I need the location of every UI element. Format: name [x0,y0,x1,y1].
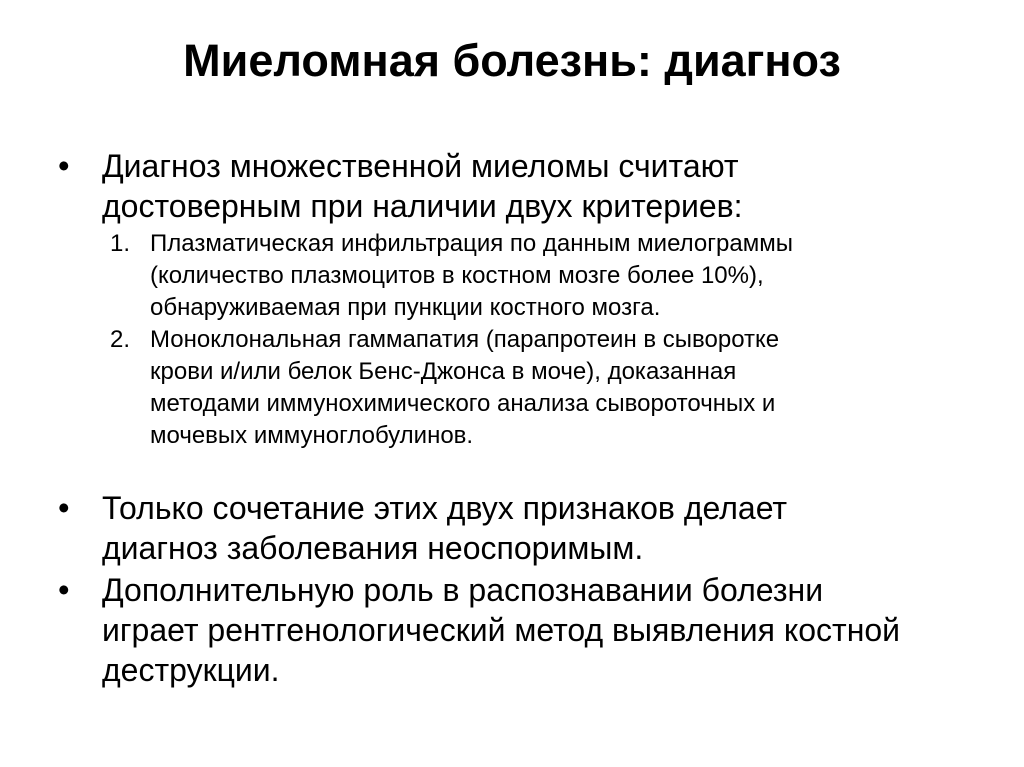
bullet-marker: • [58,147,70,184]
criterion-line: мочевых иммуноглобулинов. [150,422,474,449]
criterion-line: Моноклональная гаммапатия (парапротеин в сыворотке [150,326,780,353]
bullet-line: Дополнительную роль в распознавании болезни [102,572,824,608]
criterion-number: 2. [110,326,131,353]
bullet-marker: • [58,489,70,526]
criterion-line: методами иммунохимического анализа сывороточных и [150,390,776,417]
bullet-line: достоверным при наличии двух критериев: [102,188,743,224]
bullet-line: играет рентгенологический метод выявления костной [102,612,901,648]
bullet-line: деструкции. [102,652,280,688]
criterion-text [150,228,950,324]
slide-title: Миеломная болезнь: диагноз [183,35,841,86]
bullet-text [102,570,982,690]
bullet-line: диагноз заболевания неоспоримым. [102,530,644,566]
bullet-marker: • [58,571,70,608]
criterion-line: Плазматическая инфильтрация по данным миелограммы [150,230,793,257]
bullet-text [102,146,982,226]
criterion-line: обнаруживаемая при пункции костного мозга. [150,294,661,321]
bullet-text [102,488,982,568]
criterion-line: (количество плазмоцитов в костном мозге более 10%), [150,262,764,289]
criterion-number: 1. [110,230,131,257]
bullet-line: Диагноз множественной миеломы считают [102,148,739,184]
bullet-line: Только сочетание этих двух признаков делает [102,490,788,526]
criterion-line: крови и/или белок Бенс-Джонса в моче), доказанная [150,358,737,385]
criterion-text [150,324,950,452]
